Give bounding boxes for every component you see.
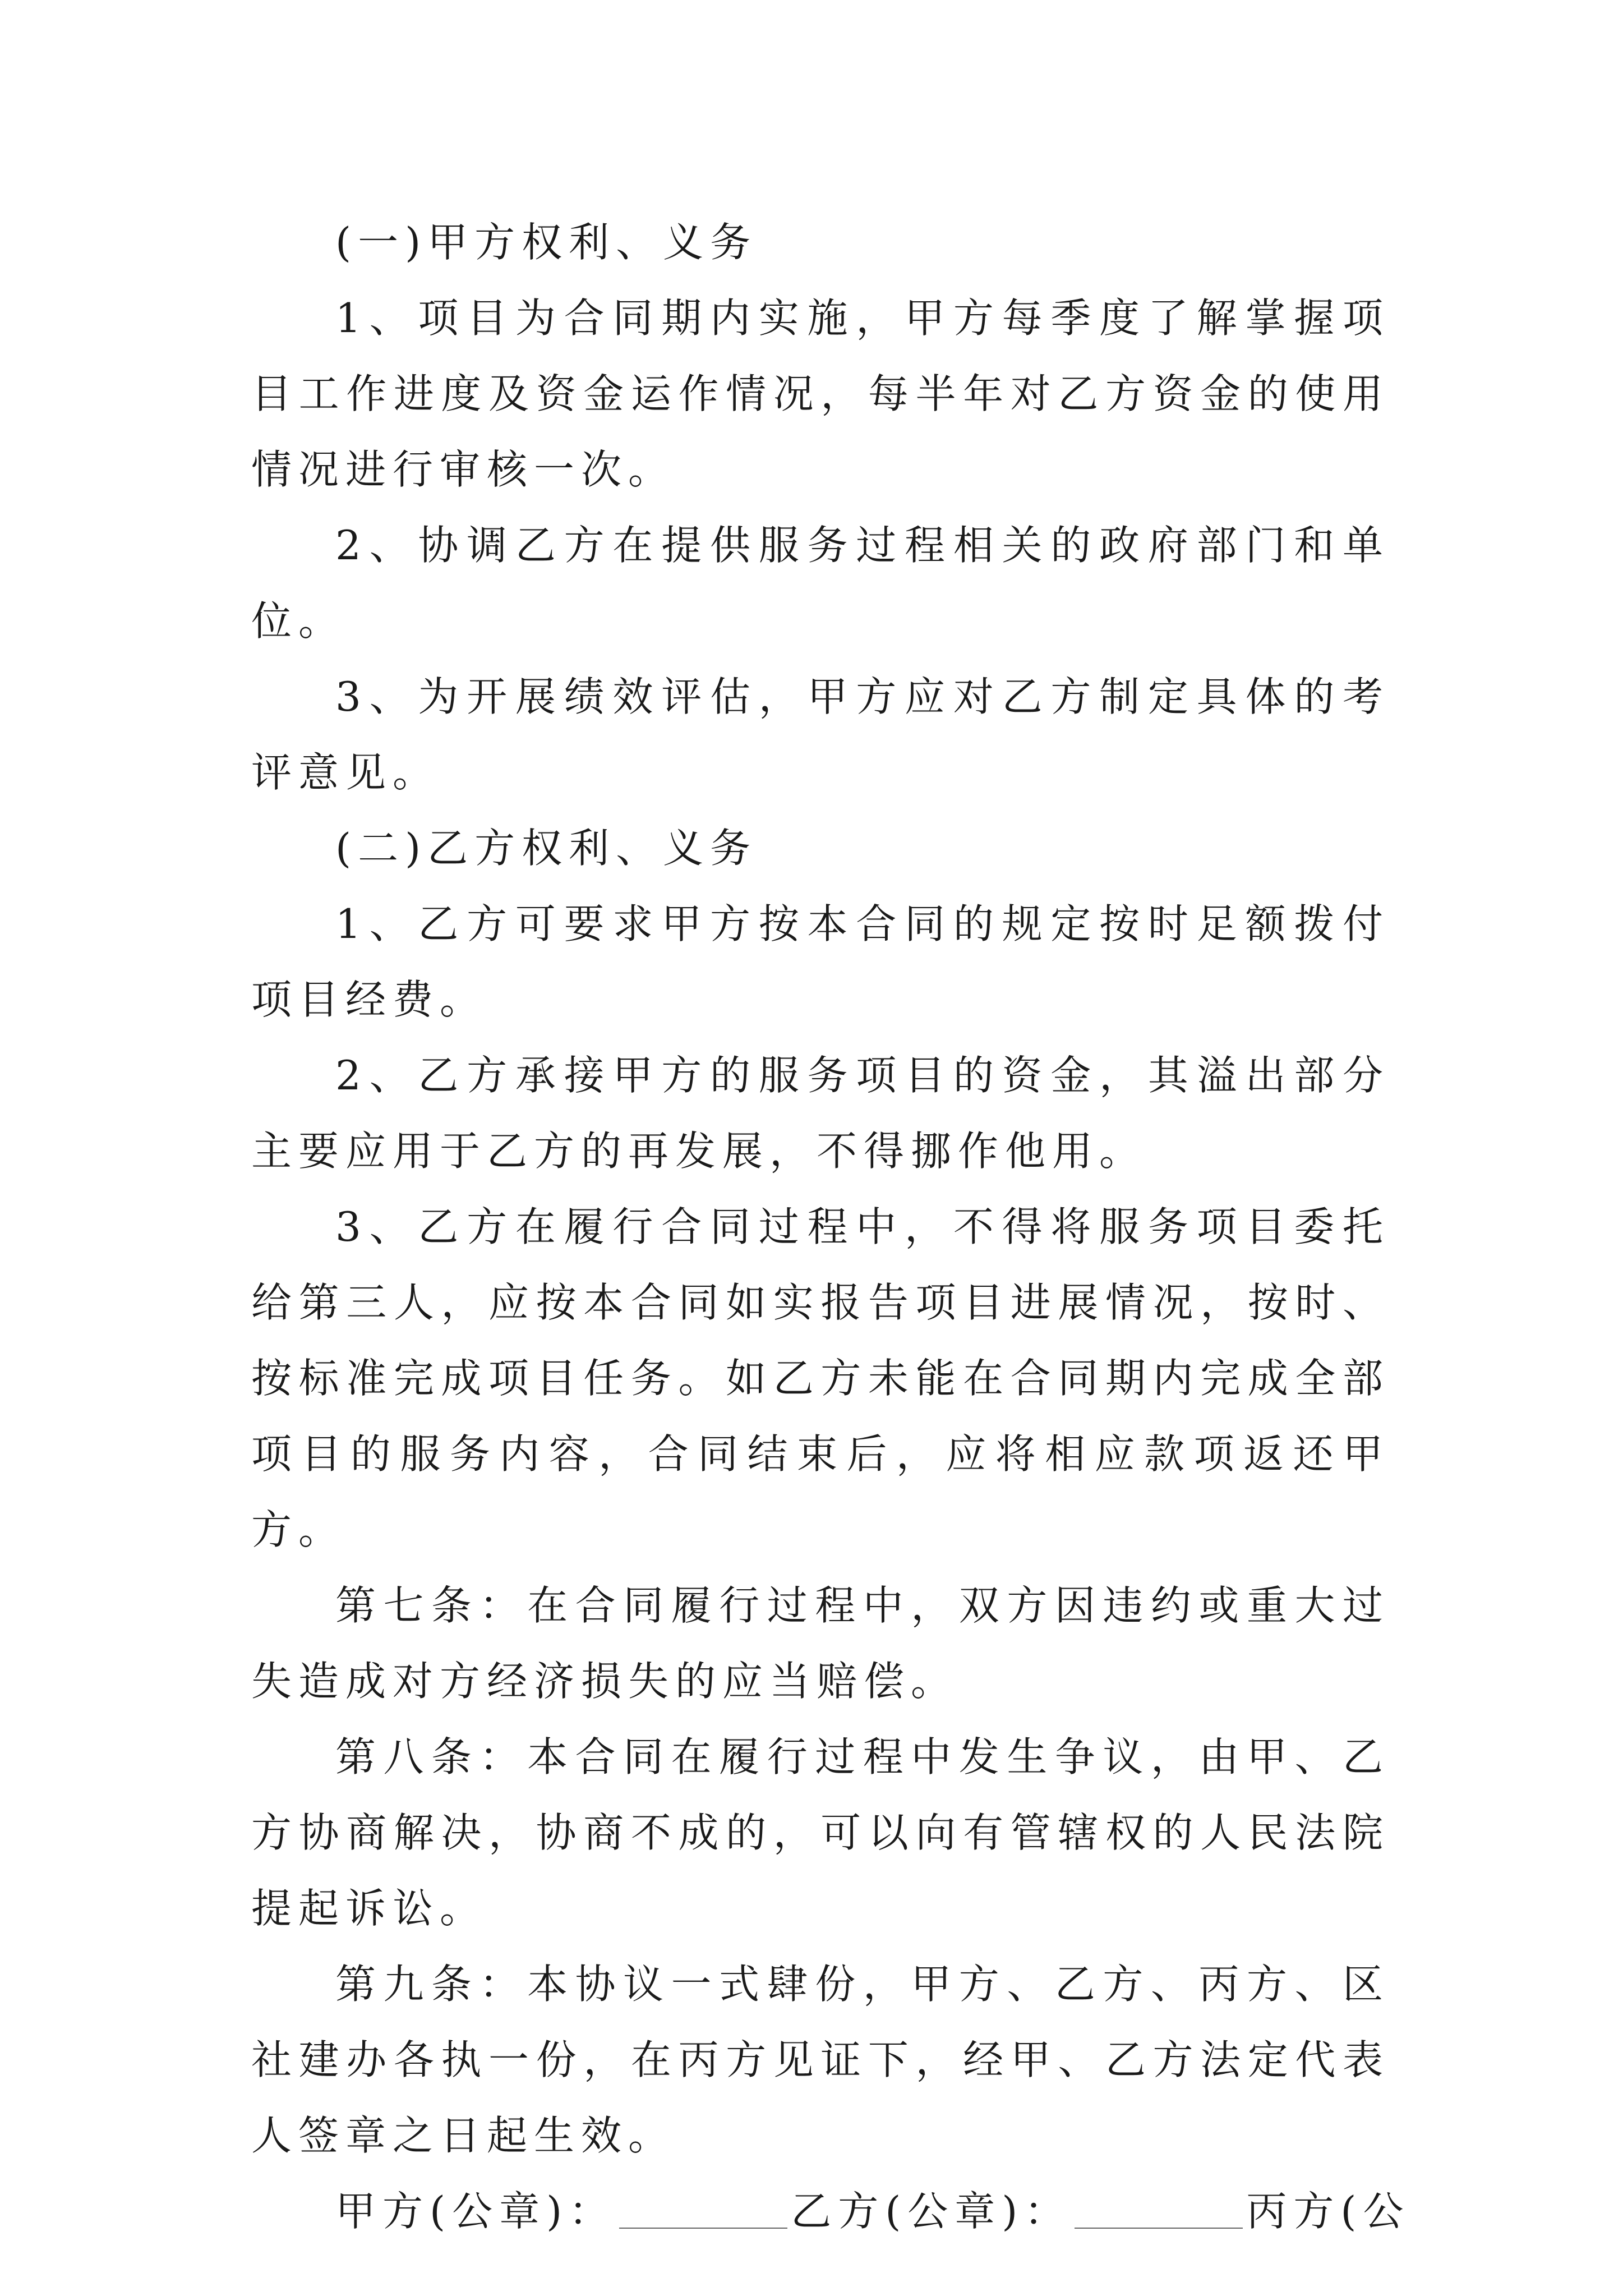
document-body <box>251 205 1410 2249</box>
article-eight: 第八条：本合同在履行过程中发生争议，由甲、乙方协商解决，协商不成的，可以向有管辖权的人民法院提起诉讼。 <box>251 1733 1390 1932</box>
section-heading-party-a: (一)甲方权利、义务 <box>335 219 758 266</box>
section-heading-party-b: (二)乙方权利、义务 <box>335 825 758 872</box>
article-seven: 第七条：在合同履行过程中，双方因违约或重大过失造成对方经济损失的应当赔偿。 <box>251 1582 1390 1705</box>
party-b-seal-label: 乙方(公章)： <box>791 2188 1072 2235</box>
party-b-seal-blank <box>1075 2194 1243 2229</box>
paragraph-b1: 1、乙方可要求甲方按本合同的规定按时足额拨付项目经费。 <box>251 900 1390 1023</box>
paragraph-a1: 1、项目为合同期内实施，甲方每季度了解掌握项目工作进度及资金运作情况，每半年对乙方资金的使用情况进行审核一次。 <box>251 295 1390 493</box>
paragraph-b2: 2、乙方承接甲方的服务项目的资金，其溢出部分主要应用于乙方的再发展，不得挪作他用。 <box>251 1052 1390 1175</box>
party-a-seal-label: 甲方(公章)： <box>335 2188 616 2235</box>
paragraph-a3: 3、为开展绩效评估，甲方应对乙方制定具体的考评意见。 <box>251 673 1390 796</box>
paragraph-b3: 3、乙方在履行合同过程中，不得将服务项目委托给第三人，应按本合同如实报告项目进展情况，按时、按标准完成项目任务。如乙方未能在合同期内完成全部项目的服务内容，合同结束后，应将相应款项返还甲方。 <box>251 1203 1390 1553</box>
paragraph-a2: 2、协调乙方在提供服务过程相关的政府部门和单位。 <box>251 522 1390 645</box>
party-a-seal-blank <box>619 2194 787 2229</box>
article-nine: 第九条：本协议一式肆份，甲方、乙方、丙方、区社建办各执一份，在丙方见证下，经甲、乙方法定代表人签章之日起生效。 <box>251 1961 1390 2159</box>
party-c-seal-label: 丙方(公 <box>1246 2188 1410 2235</box>
signature-line <box>251 2174 1410 2249</box>
